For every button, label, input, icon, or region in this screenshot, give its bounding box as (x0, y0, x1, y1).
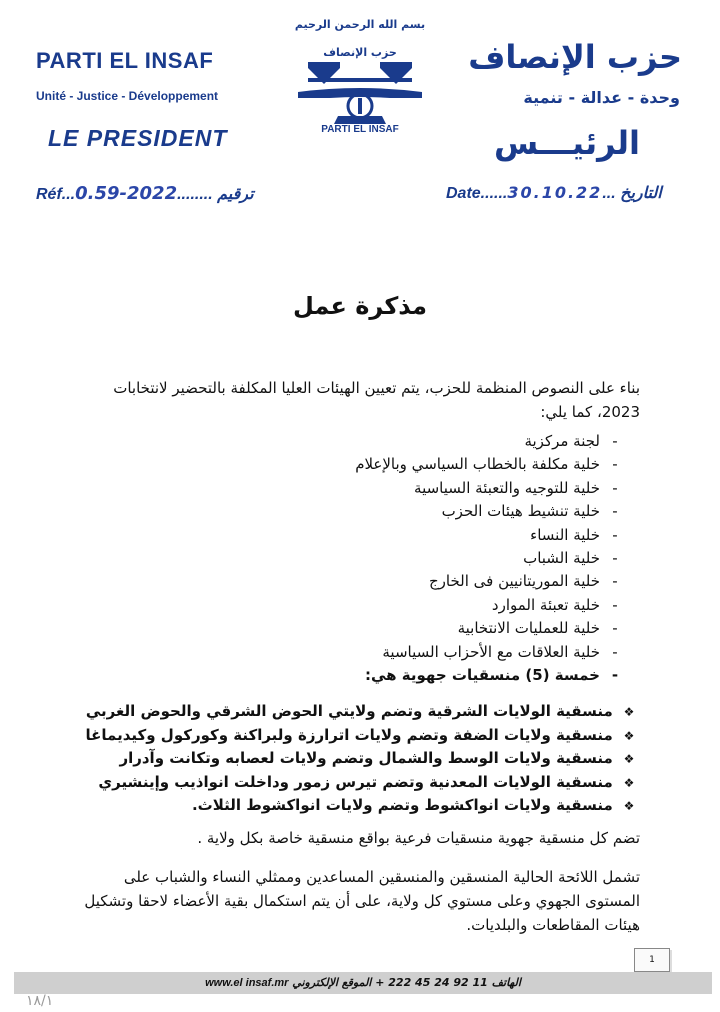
list-item: -خلية مكلفة بالخطاب السياسي وبالإعلام (355, 455, 618, 474)
logo-name-ar: حزب الإنصاف (323, 46, 397, 59)
list-item: -خلية للتوجيه والتعبئة السياسية (414, 478, 618, 497)
basmala: بسم الله الرحمن الرحيم (294, 18, 426, 31)
diamond-bullet-icon: ❖ (623, 728, 635, 743)
sub-list-item: ❖ منسقية الولايات الشرقية وتضم ولايتي الحوض الشرقي والحوض الغربي (60, 700, 640, 724)
date-label: Date...... (446, 185, 508, 202)
ref-label-ar: ترقيم (217, 186, 254, 203)
footer-bar (14, 972, 712, 994)
paragraph-current-list: تشمل اللائحة الحالية المنسقين والمنسقين المساعدين وممثلي النساء والشباب على المستوى الجهوي وعلى مستوي كل ولاية، على أن يتم استكمال بقية الأعضاء لاحقا وتشكيل هيئات المقاطعات والبلديات. (84, 868, 640, 934)
list-item: -خلية الموريتانيين فى الخارج (428, 572, 618, 591)
diamond-bullet-icon: ❖ (623, 799, 635, 814)
list-item: -خلية الشباب (523, 548, 618, 567)
sub-list-item: ❖ منسقية الولايات المعدنية وتضم تيرس زمور وداخلت انواذيب وإينشيري (60, 771, 640, 795)
page-number: ١٨/١ (26, 993, 54, 1009)
sub-list-item: ❖ منسقية ولايات الوسط والشمال وتضم ولايات لعصابه وتكانت وآدرار (60, 747, 640, 771)
page-marker-box: 1 (634, 948, 670, 972)
footer-website: www.el insaf.mr (205, 977, 289, 989)
party-logo (290, 40, 430, 140)
list-item: -خمسة (5) منسقيات جهوية هي: (365, 665, 619, 684)
president-title-ar: الرئيـــس (493, 124, 640, 162)
ref-number-handwritten: 0.59-2022 (75, 183, 178, 204)
list-item: -لجنة مركزية (524, 432, 618, 450)
logo-name-fr: PARTI EL INSAF (321, 124, 399, 135)
paragraph-subcoordinations: تضم كل منسقية جهوية منسقيات فرعية بواقع منسقية خاصة بكل ولاية . (197, 829, 640, 847)
party-motto-fr: Unité - Justice - Développement (36, 89, 219, 103)
diamond-bullet-icon: ❖ (623, 775, 635, 790)
list-item: -خلية النساء (530, 525, 618, 544)
date-dots: ... (602, 185, 616, 202)
bodies-list (110, 430, 630, 687)
party-name-ar: حزب الإنصاف (468, 38, 682, 76)
party-name-fr: PARTI EL INSAF (36, 48, 214, 73)
date-handwritten: 30.10.22 (507, 183, 603, 202)
footer-website-label: الموقع الإلكتروني (292, 976, 372, 989)
document-title: مذكرة عمل (292, 292, 428, 320)
list-item: -خلية تنشيط هيئات الحزب (441, 502, 618, 521)
ref-label: Réf... (36, 186, 76, 203)
list-item: -خلية تعبئة الموارد (491, 595, 618, 614)
sub-list-item: ❖ منسقية ولايات انواكشوط وتضم ولايات انواكشوط الثلاث. (60, 794, 640, 818)
president-title-fr: LE PRESIDENT (48, 125, 228, 151)
ref-dots: ........ (177, 186, 213, 203)
intro-paragraph: بناء على النصوص المنظمة للحزب، يتم تعيين الهيئات العليا المكلفة بالتحضير لانتخابات 2023، كما يلي: (113, 379, 640, 421)
sub-list-item: ❖ منسقية ولايات الضفة وتضم ولايات اترارزة ولبراكنة وكوركول وكيديماغا (60, 724, 640, 748)
date-label-ar: التاريخ (620, 185, 662, 202)
list-item: -خلية للعمليات الانتخابية (457, 619, 618, 638)
reference-line (36, 183, 254, 204)
party-motto-ar: وحدة - عدالة - تنمية (523, 88, 680, 107)
regional-coordinations-list (60, 700, 640, 818)
diamond-bullet-icon: ❖ (623, 705, 635, 719)
date-line (446, 183, 662, 203)
diamond-bullet-icon: ❖ (623, 752, 635, 767)
list-item: -خلية العلاقات مع الأحزاب السياسية (382, 642, 618, 661)
footer-phone: + 222 45 24 92 11 (375, 976, 488, 989)
footer-phone-label: الهاتف (491, 976, 521, 989)
